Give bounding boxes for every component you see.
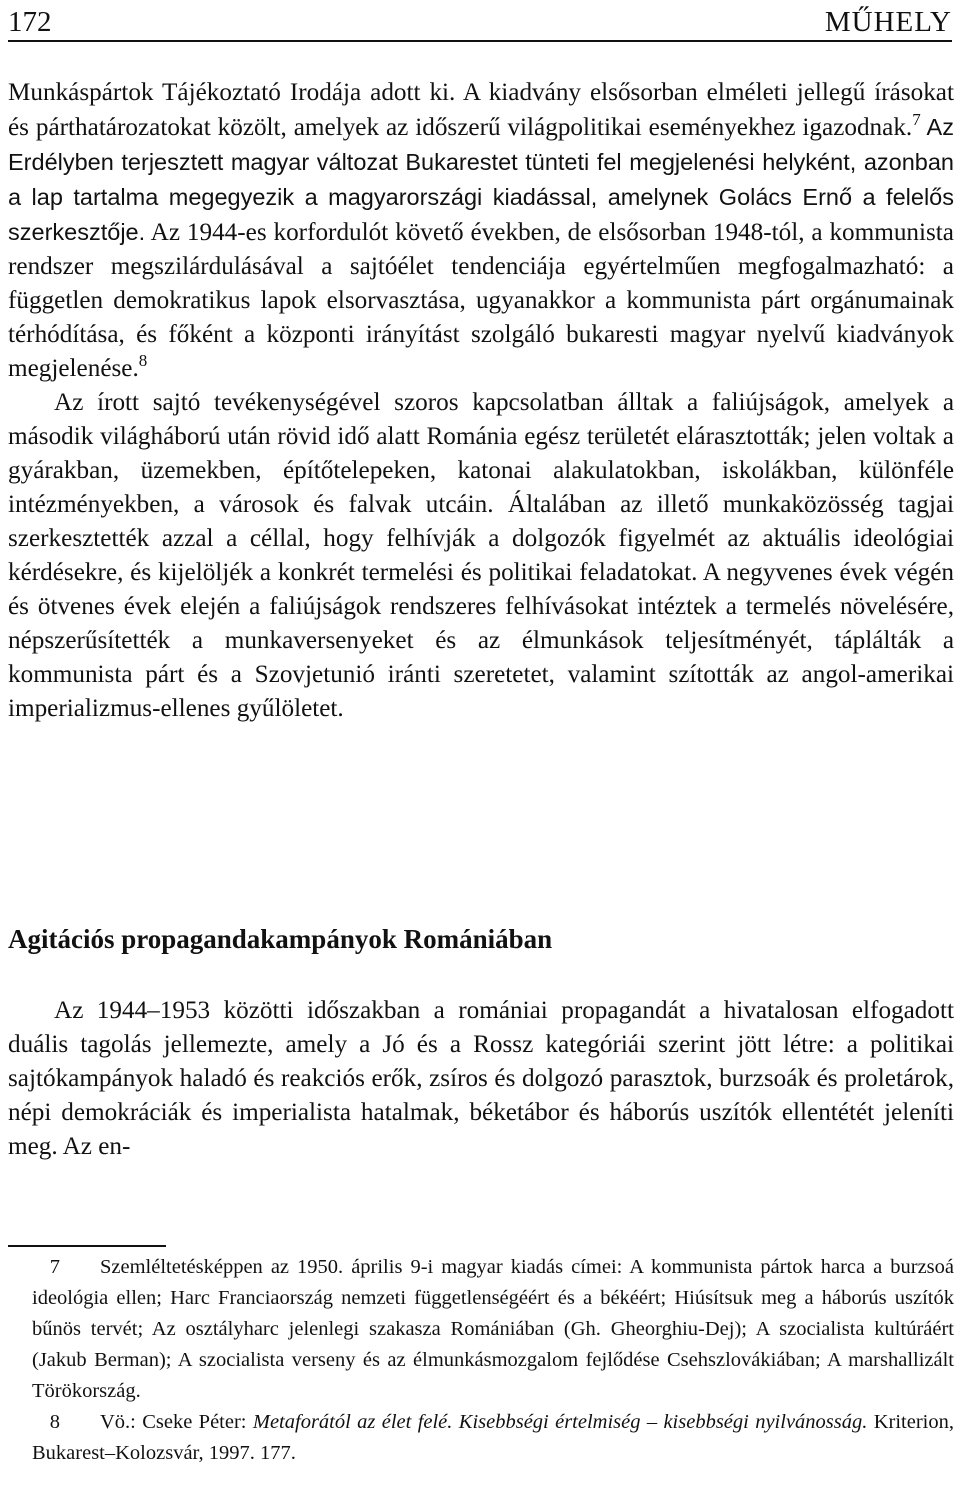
section-text <box>8 994 954 1164</box>
footnotes <box>32 1252 954 1469</box>
footnote-7 <box>32 1252 954 1407</box>
paragraph-2: Az írott sajtó tevékenységével szoros kapcsolatban álltak a faliújságok, amelyek a második világháború után rövid idő alatt Románia egész területét elárasztották; jelen voltak a gyárakban, üzemekben, építőtelepeken, katonai alakulatokban, iskolákban, különféle intézményekben, a városok és falvak utcáin. Általában az illető munkaközösség tagjai szerkesztették azzal a céllal, hogy felhívják a dolgozók figyelmét az aktuális ideológiai kérdésekre, és kijelöljék a konkrét termelési és politikai feladatokat. A negyvenes évek végén és ötvenes évek elején a faliújságok rendszeres felhívásokat intéztek a termelés növelésére, népszerűsítették a munkaversenyeket és az élmunkások teljesítményét, táplálták a kommunista párt és a Szovjetunió iránti szeretetet, valamint szították az angol-amerikai imperializmus-ellenes gyűlöletet. <box>8 389 954 722</box>
main-text <box>8 76 954 726</box>
paragraph-1-part-b: Az Erdélyben terjesztett magyar változat Bukarestet tünteti fel megjelenési helyként, azonban a lap tartalma megegyezik a magyarországi kiadással, amelynek Golács Ernő a felelős szerkesztője. <box>8 114 954 245</box>
running-head-title: MŰHELY <box>824 6 952 38</box>
paragraph-1 <box>8 76 954 386</box>
paragraph-1-part-a: Munkáspártok Tájékoztató Irodája adott ki. A kiadvány elsősorban elméleti jellegű írásokat és párthatározatokat közölt, amelyek az időszerű világpolitikai eseményekhez igazodnak. <box>8 79 954 141</box>
footnote-divider <box>8 1245 166 1247</box>
footnote-ref-8: 8 <box>138 351 148 370</box>
footnote-7-text: Szemléltetésképpen az 1950. április 9-i magyar kiadás címei: A kommunista pártok harca a burzsoá ideológia ellen; Harc Franciaország nemzeti függetlenségéért és a békéért; Hiúsítsuk meg a háborús uszítók bűnös tervét; Az osztályharc jelenlegi szakasza Romániában (Gh. Gheorghiu-Dej); A szocialista kultúráért (Jakub Berman); A szocialista verseny és az élmunkásmozgalom fejlődése Csehszlovákiában; A marshallizált Törökország. <box>32 1256 954 1402</box>
footnote-8 <box>32 1407 954 1469</box>
footnote-8-prefix: Vö.: Cseke Péter: <box>100 1411 253 1433</box>
footnote-8-number: 8 <box>49 1411 60 1433</box>
footnote-8-publisher: Kriterion, Bukarest–Kolozsvár, 1997. 177. <box>32 1411 955 1464</box>
footnote-8-title: Metaforától az élet felé. Kisebbségi értelmiség – kisebbségi nyilvánosság. <box>252 1411 868 1433</box>
paragraph-1-part-c: Az 1944-es korfordulót követő években, de elsősorban 1948-tól, a kommunista rendszer megszilárdulásával a sajtóélet tendenciája egyértelműen megfogalmazható: a független demokratikus lapok elsorvasztása, ugyanakkor a kommunista párt orgánumainak térhódítása, és főként a központi irányítást szolgáló bukaresti magyar nyelvű kiadványok megjelenése. <box>8 219 954 382</box>
footnote-7-number: 7 <box>49 1256 60 1278</box>
footnote-ref-7: 7 <box>912 110 921 129</box>
section-heading: Agitációs propagandakampányok Romániában <box>8 924 553 954</box>
running-header <box>8 2 952 42</box>
page-number: 172 <box>8 6 52 38</box>
section-paragraph-1: Az 1944–1953 közötti időszakban a romániai propagandát a hivatalosan elfogadott duális tagolás jellemezte, amely a Jó és a Rossz kategóriái szerint jött létre: a politikai sajtókampányok haladó és reakciós erők, zsíros és dolgozó parasztok, burzsoák és proletárok, népi demokráciák és imperialista hatalmak, béketábor és háborús uszítók ellentétét jeleníti meg. Az en- <box>8 997 954 1160</box>
